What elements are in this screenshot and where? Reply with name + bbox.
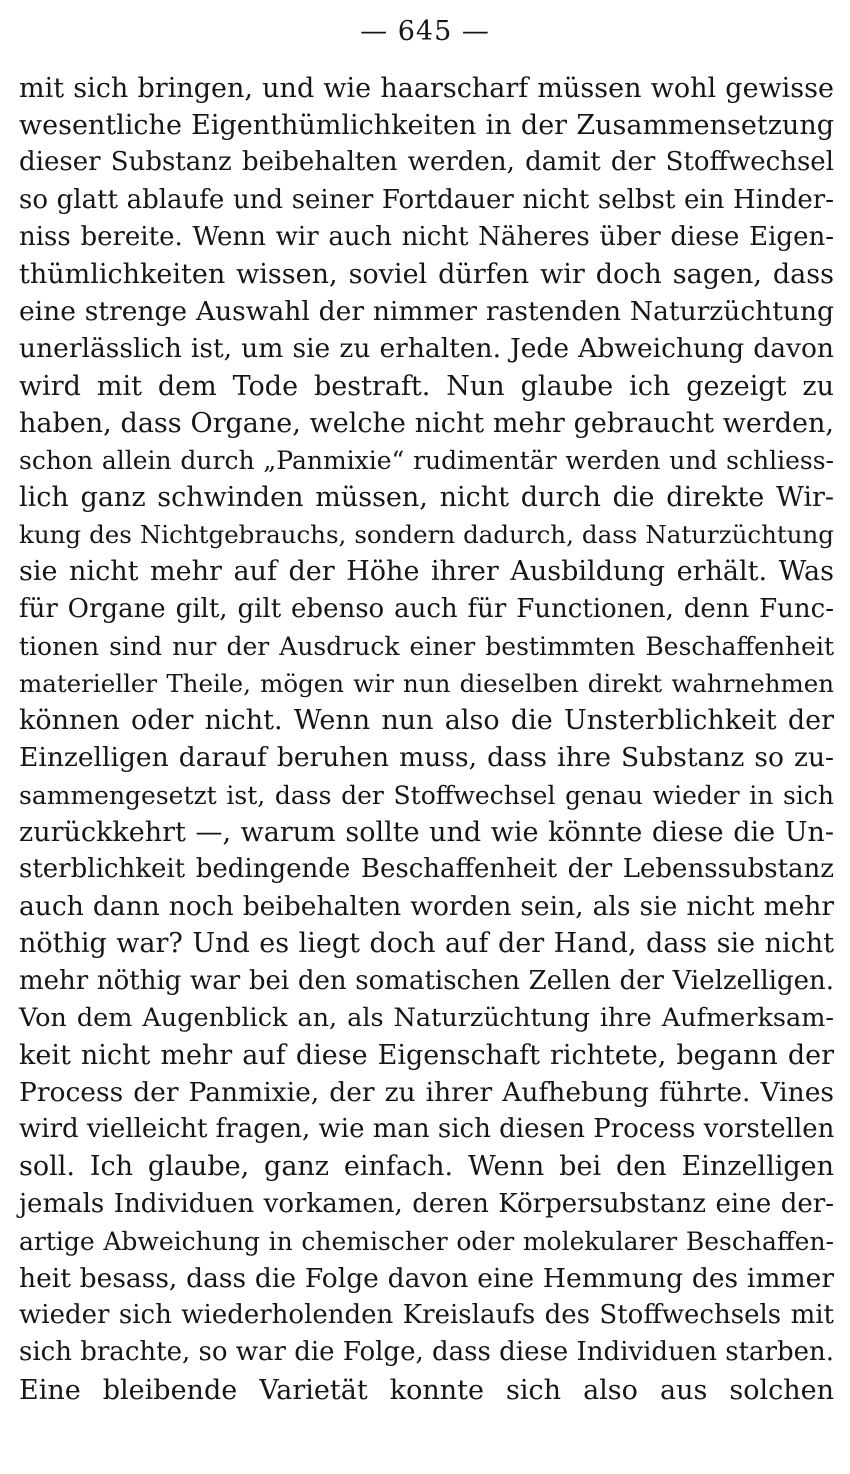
text-line: wird mit dem Tode bestraft. Nun glaube ich gezeigt zu	[19, 370, 834, 402]
text-line: Eine bleibende Varietät konnte sich also aus solchen	[19, 1374, 834, 1406]
text-line: zurückkehrt —, warum sollte und wie könnte diese die Un-	[19, 816, 834, 848]
page-number: — 645 —	[360, 16, 490, 47]
text-line: wesentliche Eigenthümlichkeiten in der Zusammensetzung	[19, 110, 834, 142]
text-line: lich ganz schwinden müssen, nicht durch die direkte Wir-	[19, 482, 834, 514]
text-line: sammengesetzt ist, dass der Stoffwechsel genau wieder in sich	[19, 780, 834, 810]
text-line: Einzelligen darauf beruhen muss, dass ihre Substanz so zu-	[19, 742, 834, 774]
text-line: eine strenge Auswahl der nimmer rastenden Naturzüchtung	[19, 296, 834, 328]
text-line: keit nicht mehr auf diese Eigenschaft richtete, begann der	[19, 1039, 834, 1071]
text-line: sterblichkeit bedingende Beschaffenheit der Lebenssubstanz	[19, 853, 834, 884]
body-text	[19, 70, 834, 1409]
text-line: Process der Panmixie, der zu ihrer Aufhebung führte. Vines	[19, 1077, 834, 1109]
text-line: kung des Nichtgebrauchs, sondern dadurch, dass Naturzüchtung	[19, 520, 834, 550]
text-line: sie nicht mehr auf der Höhe ihrer Ausbildung erhält. Was	[19, 556, 834, 588]
text-line: mit sich bringen, und wie haarscharf müssen wohl gewisse	[19, 73, 834, 104]
text-line: Von dem Augenblick an, als Naturzüchtung ihre Aufmerksam-	[19, 1002, 834, 1033]
text-line: nöthig war? Und es liegt doch auf der Hand, dass sie nicht	[19, 928, 834, 960]
text-line: jemals Individuen vorkamen, deren Körpersubstanz eine der-	[19, 1188, 834, 1219]
text-line: sich brachte, so war die Folge, dass diese Individuen starben.	[19, 1337, 834, 1368]
text-line: thümlichkeiten wissen, soviel dürfen wir doch sagen, dass	[19, 258, 834, 290]
text-line: dieser Substanz beibehalten werden, damit der Stoffwechsel	[19, 147, 834, 178]
text-line: so glatt ablaufe und seiner Fortdauer nicht selbst ein Hinder-	[19, 184, 834, 215]
text-line: schon allein durch „Panmixie“ rudimentär werden und schliess-	[19, 445, 834, 475]
text-line: soll. Ich glaube, ganz einfach. Wenn bei den Einzelligen	[19, 1151, 834, 1183]
text-line: mehr nöthig war bei den somatischen Zellen der Vielzelligen.	[19, 965, 834, 996]
text-line: unerlässlich ist, um sie zu erhalten. Jede Abweichung davon	[19, 333, 834, 365]
text-line: können oder nicht. Wenn nun also die Unsterblichkeit der	[19, 705, 834, 737]
text-line: heit besass, dass die Folge davon eine Hemmung des immer	[19, 1263, 834, 1294]
text-line: materieller Theile, mögen wir nun dieselben direkt wahrnehmen	[19, 669, 834, 698]
text-line: auch dann noch beibehalten worden sein, als sie nicht mehr	[19, 891, 834, 923]
text-line: wieder sich wiederholenden Kreislaufs des Stoffwechsels mit	[19, 1300, 834, 1331]
text-line: für Organe gilt, gilt ebenso auch für Functionen, denn Func-	[19, 593, 834, 624]
text-line: tionen sind nur der Ausdruck einer bestimmten Beschaffenheit	[19, 631, 834, 661]
text-line: wird vielleicht fragen, wie man sich diesen Process vorstellen	[19, 1114, 835, 1145]
text-line: niss bereite. Wenn wir auch nicht Näheres über diese Eigen-	[19, 221, 834, 252]
text-line: artige Abweichung in chemischer oder molekularer Beschaffen-	[19, 1226, 834, 1256]
text-line: haben, dass Organe, welche nicht mehr gebraucht werden,	[19, 407, 834, 439]
